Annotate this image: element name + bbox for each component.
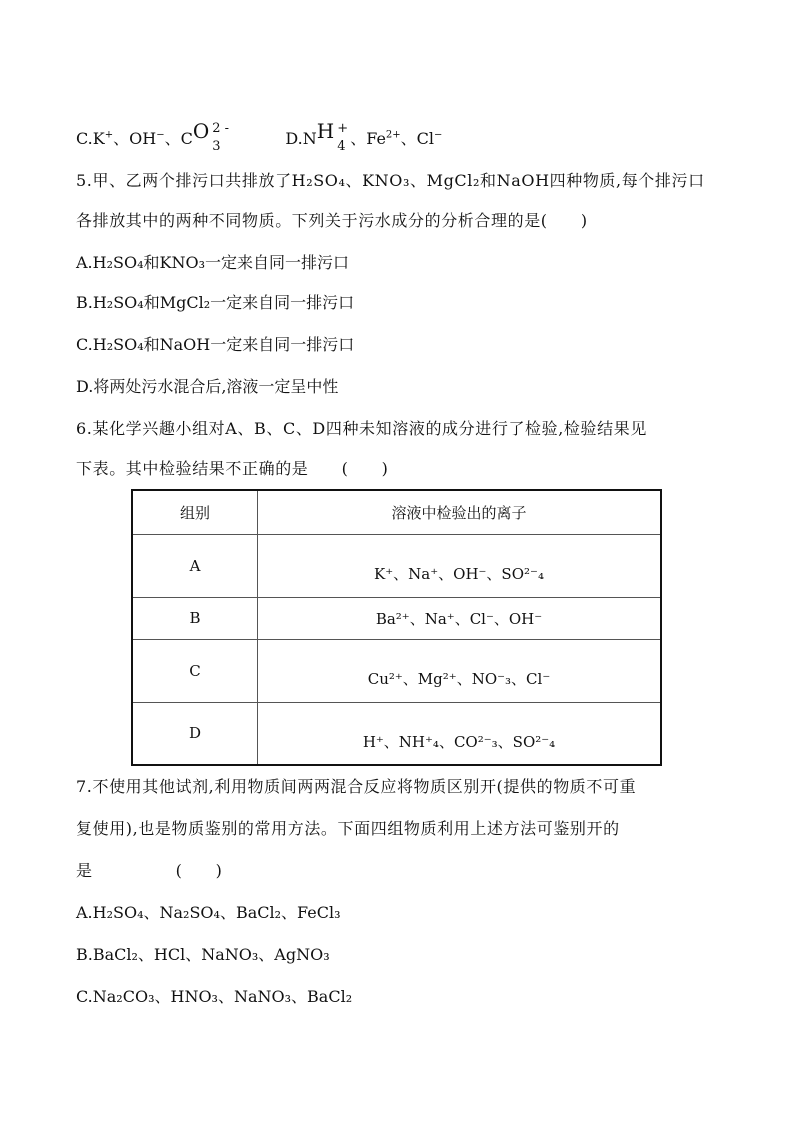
q7-stem-line2: 复使用),也是物质鉴别的常用方法。下面四组物质利用上述方法可鉴别开的 [76,819,620,838]
row-group: A [132,534,258,597]
q7-stem-line3: 是 ( ) [76,861,223,880]
row-group: D [132,702,258,765]
q5-option-a: A.H₂SO₄和KNO₃一定来自同一排污口 [76,253,349,272]
row-group: B [132,597,258,639]
q7-option-a: A.H₂SO₄、Na₂SO₄、BaCl₂、FeCl₃ [76,903,341,922]
q7-stem-line1: 7.不使用其他试剂,利用物质间两两混合反应将物质区别开(提供的物质不可重 [76,777,637,796]
table-row [132,702,661,765]
q4-c-ion-symbol: O [192,119,210,143]
q7-option-c: C.Na₂CO₃、HNO₃、NaNO₃、BaCl₂ [76,987,353,1006]
q4-d-ion-charge: + 4 [337,120,349,154]
q5-stem-line1: 5.甲、乙两个排污口共排放了H₂SO₄、KNO₃、MgCl₂和NaOH四种物质,每个排污口 [76,171,705,190]
row-ions: Cu²⁺、Mg²⁺、NO⁻₃、Cl⁻ [367,670,551,688]
q4-d-ion-symbol: H [316,119,335,143]
row-group: C [132,639,258,702]
table-row [132,597,661,639]
header-ions: 溶液中检验出的离子 [258,490,662,534]
row-ions: Ba²⁺、Na⁺、Cl⁻、OH⁻ [375,609,543,628]
table-row [132,534,661,597]
q4-c-prefix: C.K [76,129,105,148]
table-header-row [132,490,661,534]
header-group: 组别 [132,490,258,534]
q4-option-c-d: C.K+、OH−、CO 2 - 3 D.NH + 4 、$Fe^{2+}$、Cl− [76,119,443,154]
q5-option-d: D.将两处污水混合后,溶液一定呈中性 [76,377,339,396]
q6-stem-line1: 6.某化学兴趣小组对A、B、C、D四种未知溶液的成分进行了检验,检验结果见 [76,419,647,438]
q5-option-c: C.H₂SO₄和NaOH一定来自同一排污口 [76,335,355,354]
q6-stem-line2: 下表。其中检验结果不正确的是 ( ) [76,459,389,478]
q7-option-b: B.BaCl₂、HCl、NaNO₃、AgNO₃ [76,945,330,964]
q5-option-b: B.H₂SO₄和MgCl₂一定来自同一排污口 [76,293,355,312]
table-row [132,639,661,702]
q5-stem-line2: 各排放其中的两种不同物质。下列关于污水成分的分析合理的是( ) [76,211,588,230]
q6-result-table [131,489,662,766]
row-ions: H⁺、NH⁺₄、CO²⁻₃、SO²⁻₄ [362,732,556,751]
q4-d-prefix: D.N [285,129,317,148]
row-ions: K⁺、Na⁺、OH⁻、SO²⁻₄ [374,565,544,583]
q4-c-ion-charge: 2 - 3 [212,120,230,154]
